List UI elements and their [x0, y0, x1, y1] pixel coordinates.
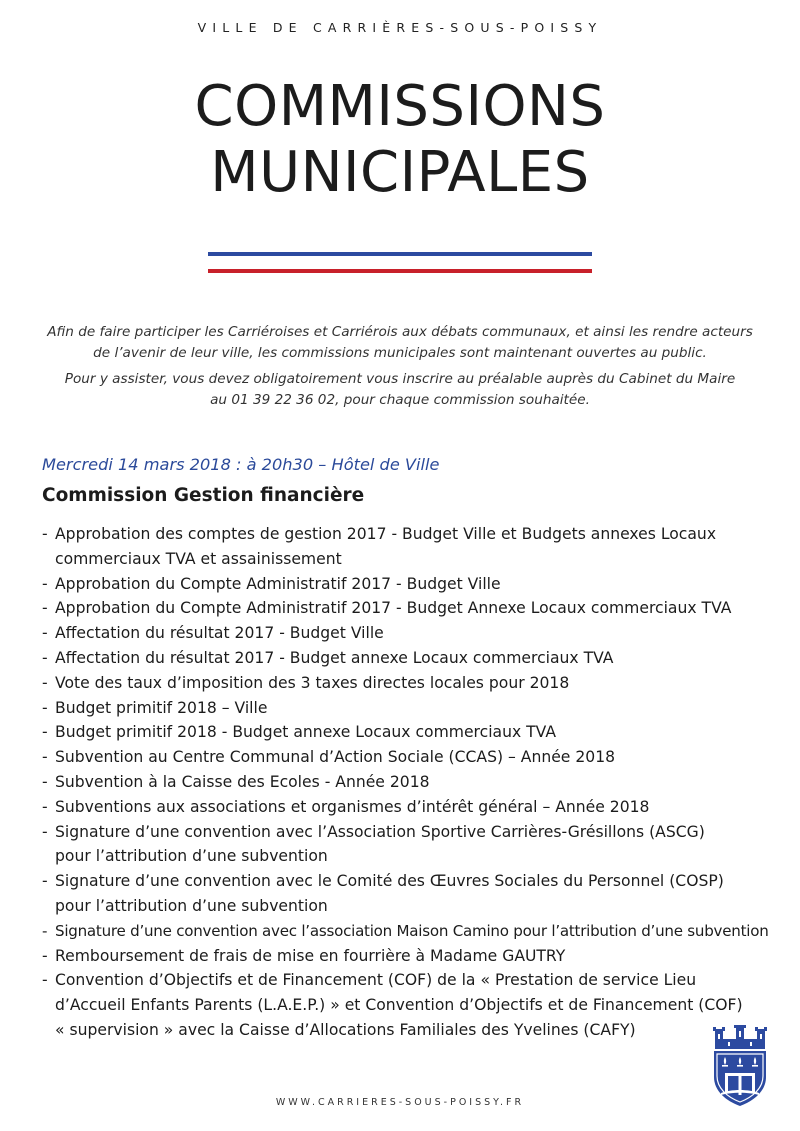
intro-line: de l’avenir de leur ville, les commissions municipales sont maintenant ouvertes au public.	[93, 344, 707, 361]
agenda-item: - Signature d’une convention avec l’Association Sportive Carrières-Grésillons (ASCG) pour l’attribution d’une subvention	[42, 820, 772, 870]
agenda-item: - Affectation du résultat 2017 - Budget Ville	[42, 621, 772, 646]
agenda-item: - Affectation du résultat 2017 - Budget annexe Locaux commerciaux TVA	[42, 646, 772, 671]
agenda-item: - Signature d’une convention avec l’association Maison Camino pour l’attribution d’une subvention	[42, 919, 772, 944]
blue-divider	[208, 252, 592, 256]
agenda-list	[42, 522, 772, 1043]
intro-paragraph-2	[40, 369, 760, 410]
city-crest-icon	[711, 1025, 769, 1107]
commission-title: Commission Gestion financière	[42, 485, 365, 506]
agenda-item: - Subvention à la Caisse des Ecoles - Année 2018	[42, 770, 772, 795]
agenda-item: - Subventions aux associations et organismes d’intérêt général – Année 2018	[42, 795, 772, 820]
meeting-date: Mercredi 14 mars 2018 : à 20h30 – Hôtel de Ville	[42, 455, 440, 474]
city-name-header: VILLE DE CARRIÈRES-SOUS-POISSY	[197, 20, 603, 35]
agenda-item: - Convention d’Objectifs et de Financement (COF) de la « Prestation de service Lieu d’Accueil Enfants Parents (L.A.E.P.) » et Convention d’Objectifs et de Financement (COF) « supervision » avec la Caisse d’Allocations Familiales des Yvelines (CAFY)	[42, 968, 772, 1042]
agenda-item: - Remboursement de frais de mise en fourrière à Madame GAUTRY	[42, 944, 772, 969]
agenda-item: - Approbation du Compte Administratif 2017 - Budget Ville	[42, 572, 772, 597]
agenda-item: - Approbation des comptes de gestion 2017 - Budget Ville et Budgets annexes Locaux commerciaux TVA et assainissement	[42, 522, 772, 572]
intro-paragraph-1	[40, 322, 760, 363]
red-divider	[208, 269, 592, 273]
intro-text	[40, 322, 760, 416]
intro-line: Pour y assister, vous devez obligatoirement vous inscrire au préalable auprès du Cabinet du Maire	[64, 371, 736, 387]
title-line-2: MUNICIPALES	[210, 140, 590, 205]
agenda-item: - Budget primitif 2018 – Ville	[42, 696, 772, 721]
agenda-item: - Approbation du Compte Administratif 2017 - Budget Annexe Locaux commerciaux TVA	[42, 596, 772, 621]
website-link[interactable]: WWW.CARRIERES-SOUS-POISSY.FR	[275, 1097, 525, 1108]
agenda-item: - Signature d’une convention avec le Comité des Œuvres Sociales du Personnel (COSP) pour l’attribution d’une subvention	[42, 869, 772, 919]
agenda-item: - Budget primitif 2018 - Budget annexe Locaux commerciaux TVA	[42, 720, 772, 745]
intro-line: au 01 39 22 36 02, pour chaque commission souhaitée.	[210, 391, 590, 408]
intro-line: Afin de faire participer les Carriéroises et Carriérois aux débats communaux, et ainsi les rendre acteurs	[47, 324, 753, 340]
page-title	[0, 74, 800, 206]
agenda-item: - Subvention au Centre Communal d’Action Sociale (CCAS) – Année 2018	[42, 745, 772, 770]
agenda-item: - Vote des taux d’imposition des 3 taxes directes locales pour 2018	[42, 671, 772, 696]
title-line-1: COMMISSIONS	[194, 74, 606, 139]
